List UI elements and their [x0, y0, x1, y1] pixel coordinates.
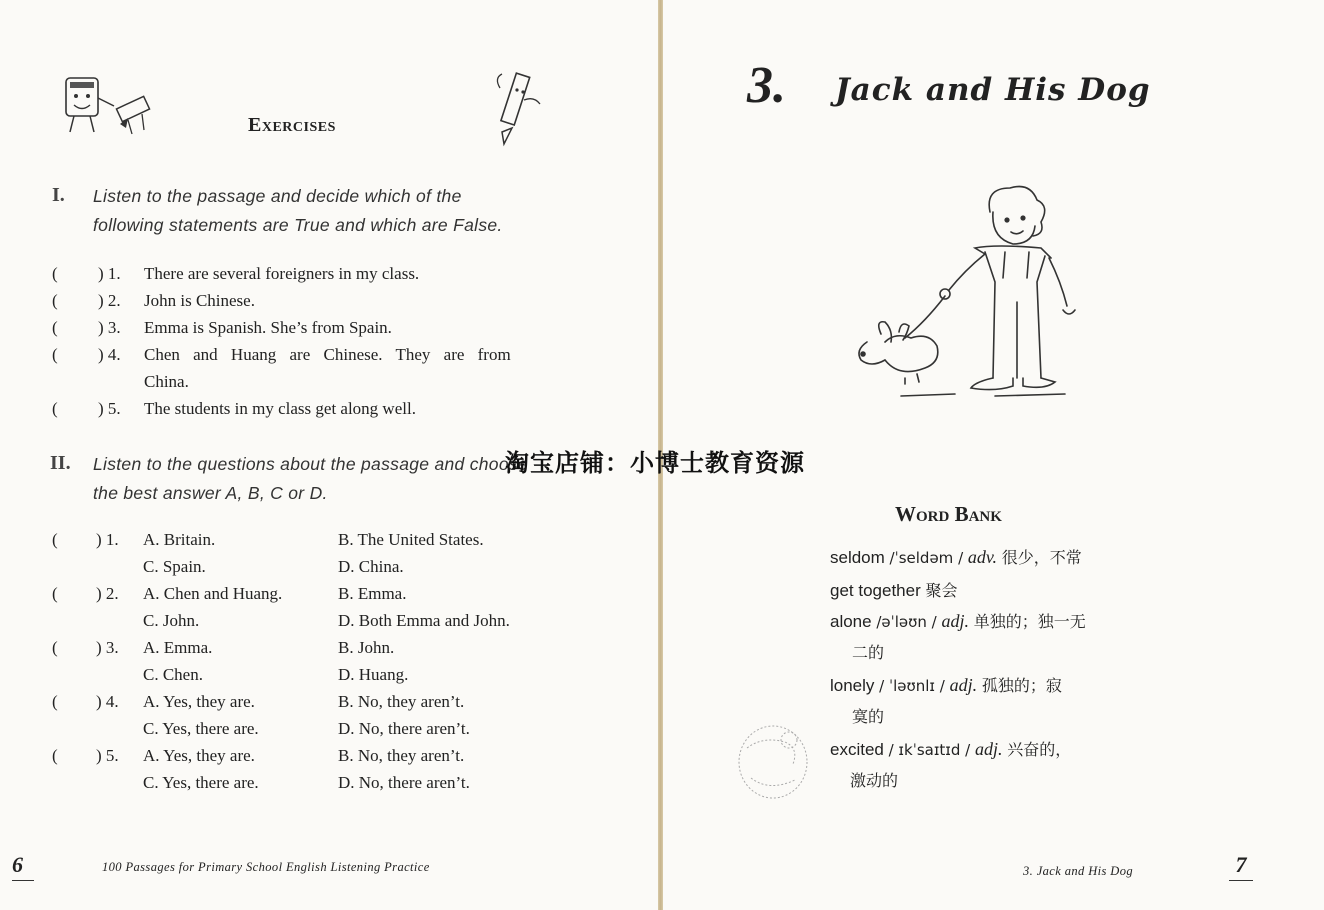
- word-bank-entry: [830, 578, 958, 601]
- answer-blank[interactable]: (: [52, 692, 58, 711]
- answer-blank[interactable]: (: [52, 264, 58, 283]
- chinese-meaning-continuation: 寞的: [852, 707, 885, 726]
- pencil-character-illustration: [490, 70, 550, 148]
- multiple-choice-item-row-2: [50, 661, 610, 688]
- section-2-items: [50, 526, 610, 796]
- word-bank-entry: [830, 545, 1082, 568]
- chapter-number: 3.: [747, 57, 786, 114]
- chinese-meaning-continuation: 激动的: [850, 771, 899, 790]
- option-c: C. Spain.: [143, 557, 206, 576]
- word: lonely: [830, 676, 875, 695]
- running-footer-book-title: 100 Passages for Primary School English Listening Practice: [102, 860, 430, 874]
- page-number-right: 7: [1229, 852, 1253, 881]
- boy-walking-dog-illustration: [845, 182, 1085, 404]
- item-number: ) 1.: [98, 264, 121, 283]
- phonetic: / ɪkˈsaɪtɪd /: [888, 741, 971, 759]
- phonetic: / ˈləʊnlɪ /: [879, 677, 945, 695]
- item-number: ) 5.: [98, 399, 121, 418]
- word: excited: [830, 740, 884, 759]
- section-1-numeral: I.: [52, 184, 65, 206]
- item-number: ) 2.: [98, 291, 121, 310]
- part-of-speech: adj.: [949, 675, 978, 695]
- multiple-choice-item-row-2: [50, 607, 610, 634]
- option-d: D. Huang.: [338, 665, 409, 684]
- option-c: C. Yes, there are.: [143, 773, 259, 792]
- option-a: A. Yes, they are.: [143, 746, 255, 765]
- item-text: John is Chinese.: [144, 291, 255, 310]
- item-text: There are several foreigners in my class.: [144, 264, 420, 283]
- multiple-choice-item: [50, 742, 610, 769]
- chinese-meaning: 单独的；独一无: [973, 612, 1086, 631]
- option-c: C. Chen.: [143, 665, 203, 684]
- option-d: D. China.: [338, 557, 404, 576]
- word-bank-entry-continuation: [850, 768, 898, 791]
- phonetic: /əˈləʊn /: [876, 613, 937, 631]
- word-bank-entry-continuation: [852, 704, 884, 727]
- chinese-meaning: 孤独的；寂: [981, 676, 1062, 695]
- true-false-item: [50, 287, 570, 314]
- option-a: A. Chen and Huang.: [143, 584, 283, 603]
- multiple-choice-item: [50, 634, 610, 661]
- exercises-heading: Exercises: [248, 114, 336, 136]
- word-bank-entry: [830, 737, 1071, 760]
- item-text-continuation: China.: [144, 372, 189, 391]
- eraser-character-illustration: [58, 72, 158, 142]
- answer-blank[interactable]: (: [52, 318, 58, 337]
- item-number: ) 3.: [98, 318, 121, 337]
- chinese-meaning: 很少，不常: [1001, 548, 1082, 567]
- true-false-item: [50, 260, 570, 287]
- option-a: A. Emma.: [143, 638, 213, 657]
- section-2-numeral: II.: [50, 452, 71, 474]
- option-d: D. No, there aren’t.: [338, 773, 470, 792]
- section-2-instruction-line-1: Listen to the questions about the passage and choose: [93, 454, 528, 474]
- section-1-items: [50, 260, 570, 422]
- item-text: Emma is Spanish. She’s from Spain.: [144, 318, 392, 337]
- part-of-speech: adv.: [967, 547, 998, 567]
- item-number: ) 2.: [96, 584, 119, 603]
- answer-blank[interactable]: (: [52, 345, 58, 364]
- chinese-meaning: 聚会: [925, 581, 958, 600]
- true-false-item: [50, 314, 570, 341]
- answer-blank[interactable]: (: [52, 399, 58, 418]
- true-false-item: [50, 341, 570, 368]
- word: seldom: [830, 548, 885, 567]
- multiple-choice-item: [50, 580, 610, 607]
- section-1-instruction-line-1: Listen to the passage and decide which of the: [93, 186, 462, 206]
- option-c: C. John.: [143, 611, 200, 630]
- option-a: A. Yes, they are.: [143, 692, 255, 711]
- multiple-choice-item-row-2: [50, 553, 610, 580]
- item-number: ) 1.: [96, 530, 119, 549]
- answer-blank[interactable]: (: [52, 746, 58, 765]
- answer-blank[interactable]: (: [52, 638, 58, 657]
- item-text: Chen and Huang are Chinese. They are from: [144, 345, 511, 364]
- chapter-title: Jack and His Dog: [835, 72, 1151, 108]
- answer-blank[interactable]: (: [52, 584, 58, 603]
- chinese-meaning: 兴奋的，: [1007, 740, 1072, 759]
- answer-blank[interactable]: (: [52, 530, 58, 549]
- multiple-choice-item-row-2: [50, 769, 610, 796]
- part-of-speech: adj.: [974, 739, 1003, 759]
- word-bank-title: Word Bank: [895, 502, 1002, 526]
- chinese-meaning-continuation: 二的: [852, 643, 885, 662]
- word-bank-entry-continuation: [852, 640, 884, 663]
- item-number: ) 5.: [96, 746, 119, 765]
- item-number: ) 3.: [96, 638, 119, 657]
- option-b: B. Emma.: [338, 584, 407, 603]
- part-of-speech: adj.: [941, 611, 969, 631]
- running-footer-chapter: 3. Jack and His Dog: [1023, 864, 1134, 878]
- option-a: A. Britain.: [143, 530, 216, 549]
- answer-blank[interactable]: (: [52, 291, 58, 310]
- faint-sketch-doodle: [733, 718, 813, 814]
- option-b: B. No, they aren’t.: [338, 746, 465, 765]
- multiple-choice-item: [50, 526, 610, 553]
- section-1-instruction-line-2: following statements are True and which are False.: [93, 215, 503, 235]
- option-b: B. No, they aren’t.: [338, 692, 465, 711]
- word: alone: [830, 612, 872, 631]
- option-d: D. Both Emma and John.: [338, 611, 510, 630]
- word: get together: [830, 581, 921, 600]
- true-false-item: [50, 395, 570, 422]
- shop-watermark: 淘宝店铺：小博士教育资源: [505, 449, 805, 477]
- item-number: ) 4.: [96, 692, 119, 711]
- item-number: ) 4.: [98, 345, 121, 364]
- section-2-instruction-line-2: the best answer A, B, C or D.: [93, 483, 328, 503]
- word-bank-entry: [830, 673, 1062, 696]
- multiple-choice-item-row-2: [50, 715, 610, 742]
- option-c: C. Yes, there are.: [143, 719, 259, 738]
- option-d: D. No, there aren’t.: [338, 719, 470, 738]
- multiple-choice-item: [50, 688, 610, 715]
- true-false-item-continuation: [50, 368, 570, 395]
- option-b: B. John.: [338, 638, 395, 657]
- word-bank-entry: [830, 609, 1086, 632]
- item-text: The students in my class get along well.: [144, 399, 416, 418]
- page-number-left: 6: [12, 852, 34, 881]
- option-b: B. The United States.: [338, 530, 484, 549]
- phonetic: /ˈseldəm /: [889, 549, 964, 567]
